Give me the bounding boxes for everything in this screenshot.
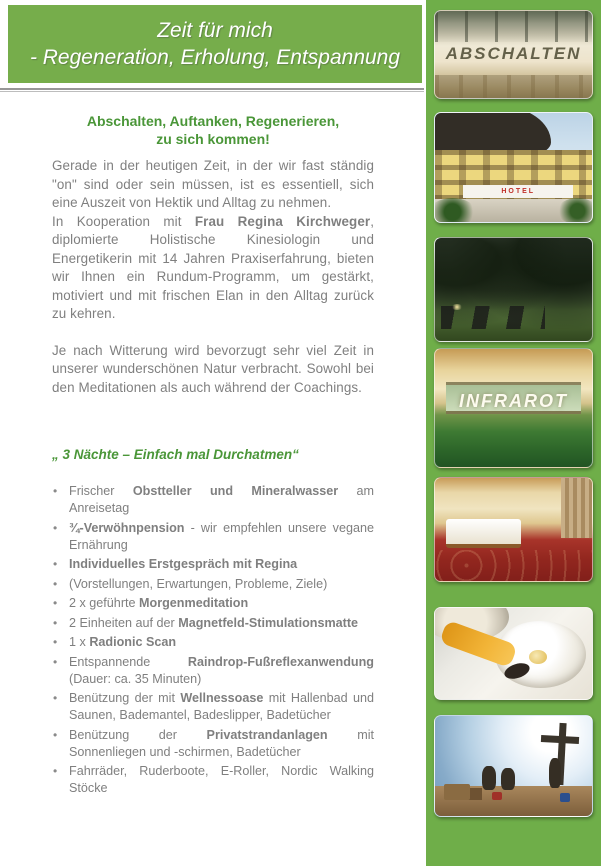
abschalten-lettering: ABSCHALTEN: [445, 44, 582, 64]
photo-food-soup: [434, 607, 593, 700]
hotel-sign-text: HOTEL: [501, 187, 536, 195]
hiker-figure: [482, 766, 496, 790]
carpet-decor: [435, 550, 592, 581]
hotel-sign: [463, 185, 573, 198]
photo-relax-room: [434, 10, 593, 99]
bush-decor: [557, 198, 593, 223]
curtain-decor: [561, 478, 592, 538]
backpack-decor: [492, 792, 502, 800]
photo-sidebar: [426, 0, 601, 866]
photo-infrared-pool: [434, 348, 593, 468]
infrarot-lettering: INFRAROT: [459, 391, 568, 412]
banner-title-line1: Zeit für mich: [157, 19, 273, 42]
list-item: • Frischer Obstteller und Mineralwasser am Anreisetag: [52, 483, 374, 517]
list-item: • (Vorstellungen, Erwartungen, Probleme, Ziele): [52, 576, 374, 593]
backpack-decor: [560, 793, 570, 802]
intro-paragraph-3: Je nach Witterung wird bevorzugt sehr viel Zeit in unserer wunderschönen Natur verbracht. Sowohl bei den Meditationen als auch während der Coachings.: [52, 342, 374, 395]
bush-decor: [434, 198, 476, 223]
loungers-decor: [435, 75, 592, 98]
intro-paragraph-1: Gerade in der heutigen Zeit, in der wir fast ständig "on" sind oder sein müssen, ist es essentiell, sich eine Auszeit von Hektik und Alltag zu nehmen.: [52, 158, 374, 210]
banner-title-line2: - Regeneration, Erholung, Entspannung: [29, 46, 401, 69]
list-item: • ¾-Verwöhnpension - wir empfehlen unsere vegane Ernährung: [52, 520, 374, 554]
main-content: [52, 96, 374, 800]
garnish-decor: [529, 650, 547, 664]
list-item: • Individuelles Erstgespräch mit Regina: [52, 556, 374, 573]
intro-heading: [52, 112, 374, 148]
list-item: • Benützung der Privatstrandanlagen mit Sonnenliegen und -schirmen, Badetücher: [52, 727, 374, 761]
horizontal-divider: [0, 88, 424, 92]
summit-cross-horizontal: [541, 735, 579, 744]
title-banner: [8, 5, 422, 83]
package-title: „ 3 Nächte – Einfach mal Durchatmen“: [52, 447, 299, 462]
list-item: • Entspannende Raindrop-Fußreflexanwendung (Dauer: ca. 35 Minuten): [52, 654, 374, 688]
list-item: • Fahrräder, Ruderboote, E-Roller, Nordic Walking Stöcke: [52, 763, 374, 797]
pool-window-decor: [446, 382, 581, 414]
list-item: • 2 Einheiten auf der Magnetfeld-Stimulationsmatte: [52, 615, 374, 632]
window-slats-decor: [435, 11, 592, 42]
photo-hotel-room: [434, 477, 593, 582]
intro-heading-line1: Abschalten, Auftanken, Regenerieren,: [86, 113, 340, 129]
list-item: • 1 x Radionic Scan: [52, 634, 374, 651]
list-item: • Benützung der mit Wellnessoase mit Hallenbad und Saunen, Bademantel, Badeslipper, Badetücher: [52, 690, 374, 724]
photo-hotel-exterior: [434, 112, 593, 223]
list-item: • 2 x geführte Morgenmeditation: [52, 595, 374, 612]
bench-decor: [444, 784, 470, 800]
photo-summit-cross: [434, 715, 593, 817]
bed-decor: [446, 519, 521, 548]
benefits-list: [52, 483, 374, 797]
intro-heading-line2: zu sich kommen!: [156, 131, 270, 147]
hiker-figure: [549, 758, 561, 788]
photo-garden-evening: [434, 237, 593, 342]
intro-paragraph-2: In Kooperation mit Frau Regina Kirchweger, diplomierte Holistische Kinesiologin und Energetikerin mit 14 Jahren Praxiserfahrung, bieten wir Ihnen ein Rundum-Programm, um gestärkt, motiviert und mit frischen Elan in den Alltag zurück zu kehren.: [52, 213, 375, 321]
garden-light-decor: [451, 304, 463, 310]
hiker-figure: [501, 768, 515, 790]
